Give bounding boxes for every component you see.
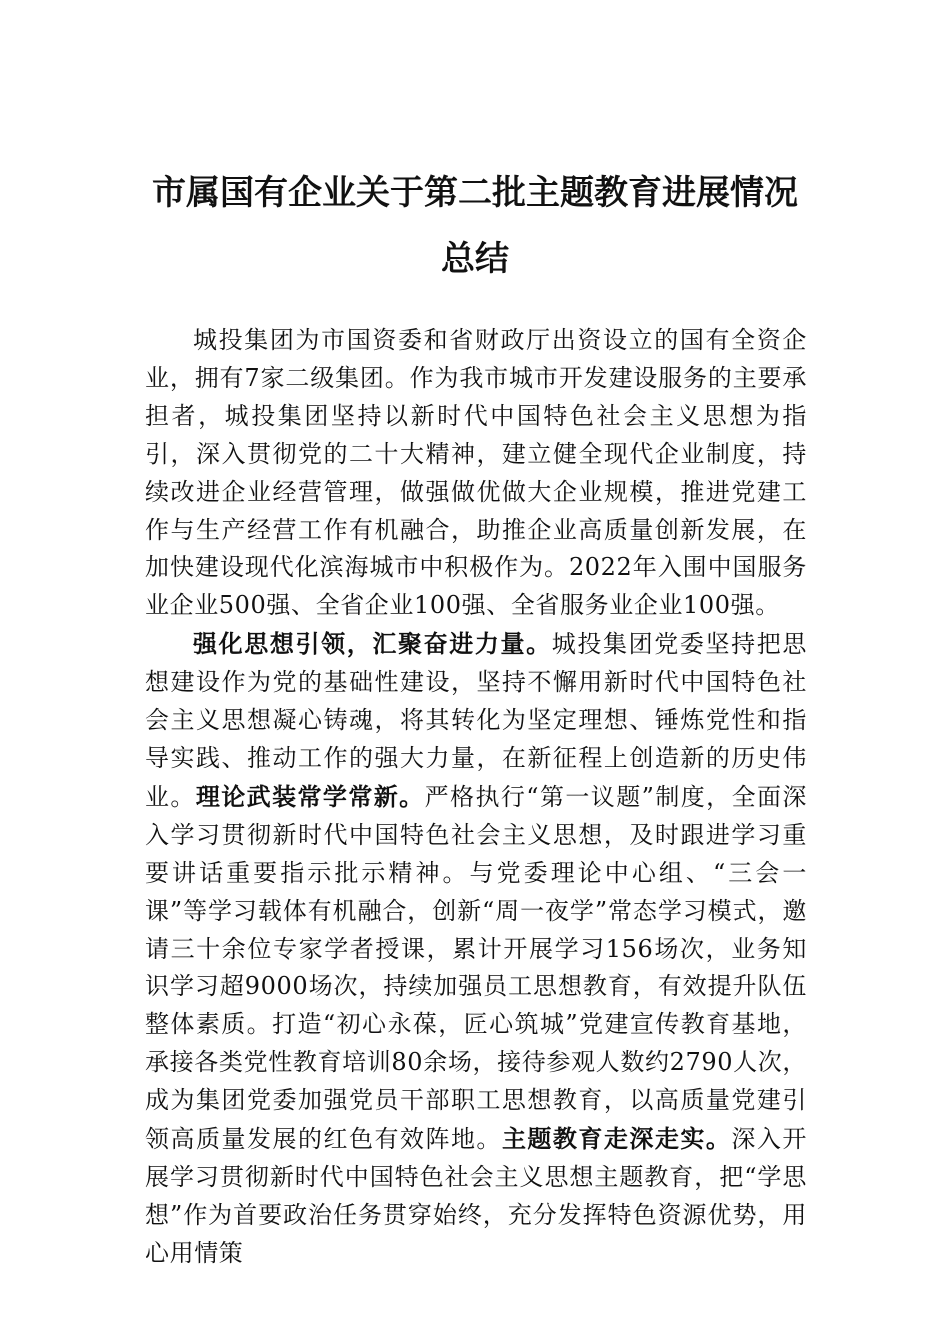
document-body: [145, 322, 807, 1273]
section-paragraph: [145, 625, 807, 1272]
section-text-thought-leadership: 城投集团党委坚持把思想建设作为党的基础性建设，坚持不懈用新时代中国特色社会主义思想凝心铸魂，将其转化为坚定理想、锤炼党性和指导实践、推动工作的强大力量，在新征程上创造新的历史伟业。: [145, 630, 807, 811]
section-heading-thought-leadership: 强化思想引领，汇聚奋进力量。: [193, 629, 552, 659]
intro-paragraph: [145, 322, 807, 625]
intro-text: 城投集团为市国资委和省财政厅出资设立的国有全资企业，拥有7家二级集团。作为我市城市开发建设服务的主要承担者，城投集团坚持以新时代中国特色社会主义思想为指引，深入贯彻党的二十大精神，建立健全现代企业制度，持续改进企业经营管理，做强做优做大企业规模，推进党建工作与生产经营工作有机融合，助推企业高质量创新发展，在加快建设现代化滨海城市中积极作为。2022年入围中国服务业企业500强、全省企业100强、全省服务业企业100强。: [145, 326, 807, 620]
document-title: 市属国有企业关于第二批主题教育进展情况总结: [152, 173, 798, 279]
section-text-theory-study: 严格执行“第一议题”制度，全面深入学习贯彻新时代中国特色社会主义思想，及时跟进学习重要讲话重要指示批示精神。与党委理论中心组、“三会一课”等学习载体有机融合，创新“周一夜学”常态学习模式，邀请三十余位专家学者授课，累计开展学习156场次，业务知识学习超9000场次，持续加强员工思想教育，有效提升队伍整体素质。打造“初心永葆，匠心筑城”党建宣传教育基地，承接各类党性教育培训80余场，接待参观人数约2790人次，成为集团党委加强党员干部职工思想教育，以高质量党建引领高质量发展的红色有效阵地。: [145, 782, 808, 1154]
section-heading-theory-study: 理论武装常学常新。: [195, 781, 425, 811]
section-heading-theme-education: 主题教育走深走实。: [501, 1124, 732, 1154]
section-text-theme-education: 深入开展学习贯彻新时代中国特色社会主义思想主题教育，把“学思想”作为首要政治任务贯穿始终，充分发挥特色资源优势，用心用情策: [145, 1125, 807, 1267]
